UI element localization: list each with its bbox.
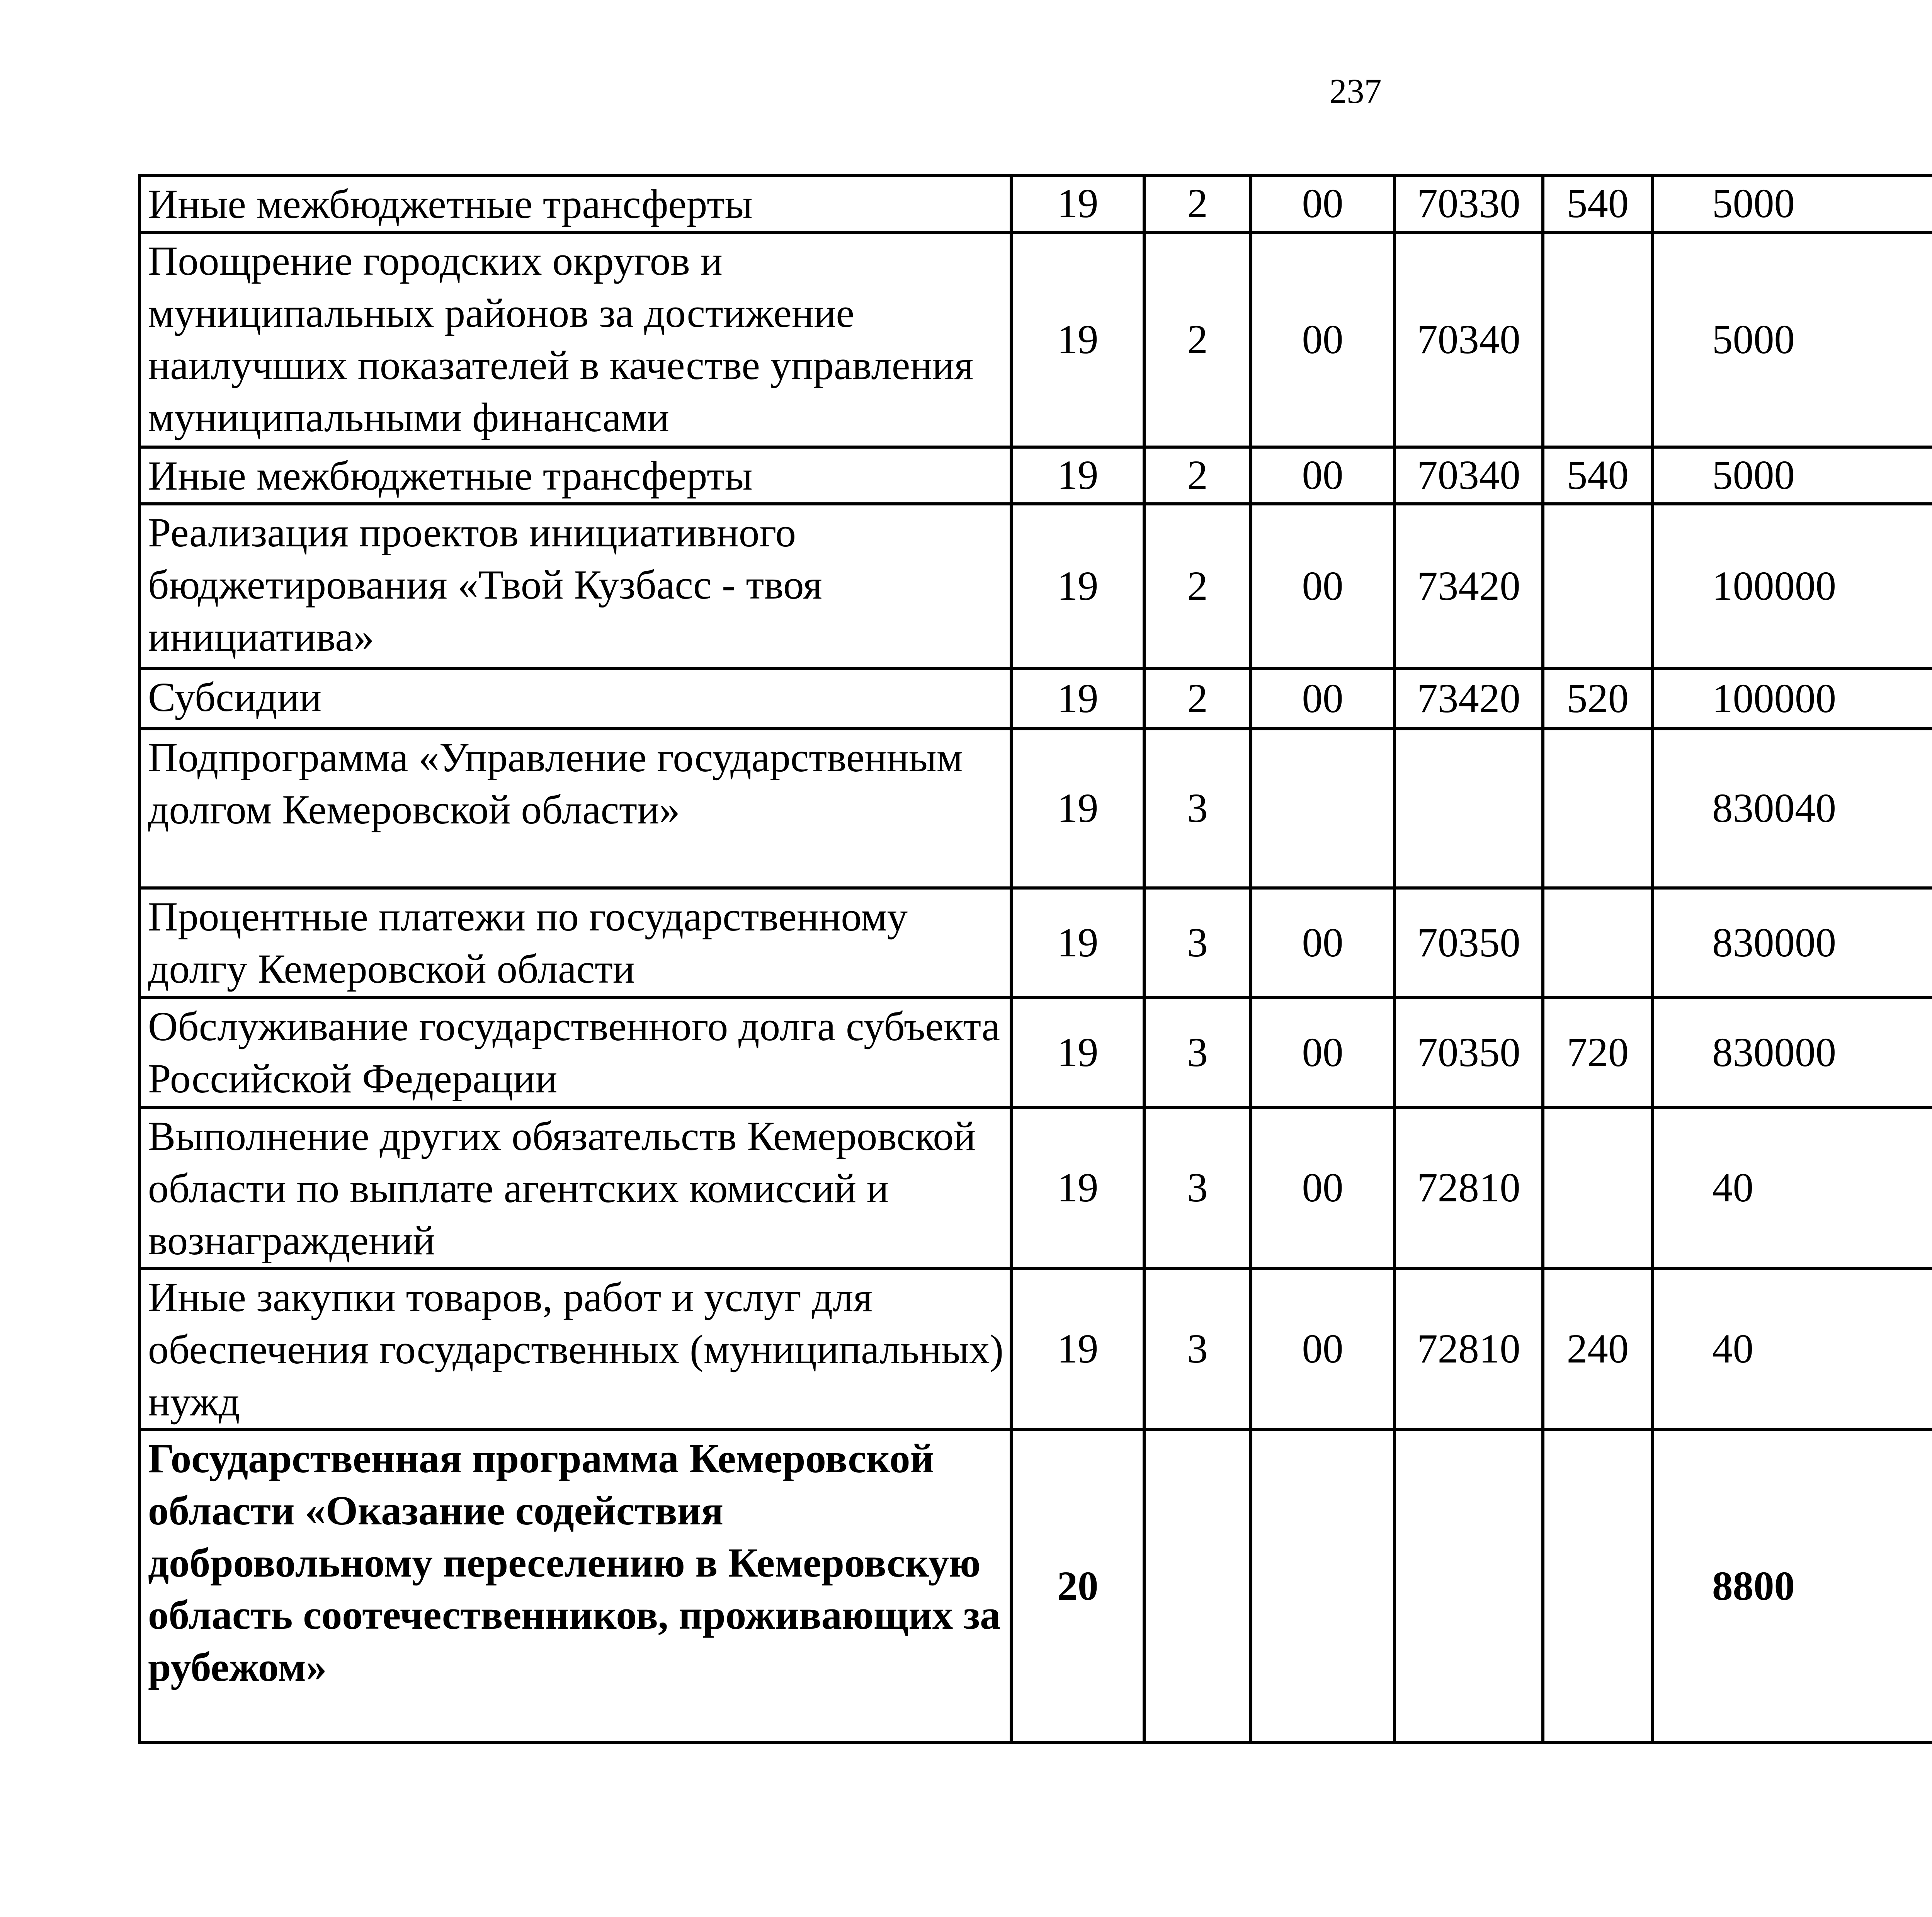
row-name: Подпрограмма «Управление государственным долгом Кемеровской области» <box>139 729 1011 888</box>
cell-code-3: 00 <box>1251 888 1395 998</box>
cell-code-1: 19 <box>1011 729 1144 888</box>
cell-code-4: 70340 <box>1395 447 1543 504</box>
cell-code-2 <box>1144 1430 1251 1743</box>
cell-amount-1: 40 <box>1653 1107 1932 1269</box>
table-row <box>139 1107 1932 1269</box>
cell-amount-1: 830040 <box>1653 729 1932 888</box>
row-name: Обслуживание государственного долга субъекта Российской Федерации <box>139 998 1011 1107</box>
cell-code-1: 19 <box>1011 998 1144 1107</box>
cell-code-4: 72810 <box>1395 1269 1543 1430</box>
cell-code-5: 540 <box>1543 447 1653 504</box>
table-row <box>139 998 1932 1107</box>
cell-code-3: 00 <box>1251 668 1395 729</box>
cell-code-1: 19 <box>1011 1107 1144 1269</box>
cell-code-5: 720 <box>1543 998 1653 1107</box>
table-row <box>139 888 1932 998</box>
cell-code-1: 19 <box>1011 504 1144 668</box>
cell-code-3: 00 <box>1251 1269 1395 1430</box>
cell-code-2: 2 <box>1144 232 1251 447</box>
row-name: Выполнение других обязательств Кемеровской области по выплате агентских комиссий и вознаграждений <box>139 1107 1011 1269</box>
cell-code-2: 2 <box>1144 447 1251 504</box>
table-row <box>139 1269 1932 1430</box>
cell-code-5 <box>1543 888 1653 998</box>
cell-code-2: 3 <box>1144 888 1251 998</box>
cell-code-1: 19 <box>1011 888 1144 998</box>
cell-amount-1: 5000 <box>1653 232 1932 447</box>
cell-code-1: 19 <box>1011 232 1144 447</box>
cell-code-5 <box>1543 232 1653 447</box>
cell-code-5: 540 <box>1543 175 1653 232</box>
cell-code-2: 3 <box>1144 998 1251 1107</box>
table-row <box>139 232 1932 447</box>
cell-code-4: 70350 <box>1395 888 1543 998</box>
cell-amount-1: 100000 <box>1653 668 1932 729</box>
row-name: Иные межбюджетные трансферты <box>139 175 1011 232</box>
row-name: Государственная программа Кемеровской области «Оказание содействия добровольному переселению в Кемеровскую область соотечественников, проживающих за рубежом» <box>139 1430 1011 1743</box>
cell-code-4: 73420 <box>1395 668 1543 729</box>
cell-code-3: 00 <box>1251 232 1395 447</box>
cell-code-4: 70340 <box>1395 232 1543 447</box>
cell-code-3: 00 <box>1251 1107 1395 1269</box>
cell-code-4 <box>1395 1430 1543 1743</box>
cell-code-4: 72810 <box>1395 1107 1543 1269</box>
cell-code-2: 3 <box>1144 729 1251 888</box>
row-name: Субсидии <box>139 668 1011 729</box>
cell-code-2: 3 <box>1144 1107 1251 1269</box>
cell-code-1: 19 <box>1011 668 1144 729</box>
cell-amount-1: 830000 <box>1653 888 1932 998</box>
table-row <box>139 1430 1932 1743</box>
cell-code-5: 240 <box>1543 1269 1653 1430</box>
cell-code-3: 00 <box>1251 175 1395 232</box>
cell-amount-1: 100000 <box>1653 504 1932 668</box>
cell-amount-1: 830000 <box>1653 998 1932 1107</box>
cell-code-3 <box>1251 729 1395 888</box>
row-name: Процентные платежи по государственному долгу Кемеровской области <box>139 888 1011 998</box>
cell-code-1: 20 <box>1011 1430 1144 1743</box>
cell-code-4: 70350 <box>1395 998 1543 1107</box>
cell-code-1: 19 <box>1011 1269 1144 1430</box>
row-name: Поощрение городских округов и муниципальных районов за достижение наилучших показателей в качестве управления муниципальными финансами <box>139 232 1011 447</box>
cell-code-1: 19 <box>1011 175 1144 232</box>
cell-code-5 <box>1543 1107 1653 1269</box>
cell-code-3 <box>1251 1430 1395 1743</box>
page-number: 237 <box>1329 72 1382 111</box>
cell-code-2: 2 <box>1144 668 1251 729</box>
budget-table <box>138 174 1932 1744</box>
cell-code-2: 3 <box>1144 1269 1251 1430</box>
row-name: Иные закупки товаров, работ и услуг для обеспечения государственных (муниципальных) нужд <box>139 1269 1011 1430</box>
row-name: Реализация проектов инициативного бюджетирования «Твой Кузбасс - твоя инициатива» <box>139 504 1011 668</box>
table-row <box>139 447 1932 504</box>
cell-code-3: 00 <box>1251 447 1395 504</box>
cell-code-5 <box>1543 504 1653 668</box>
table-row <box>139 175 1932 232</box>
cell-code-5 <box>1543 729 1653 888</box>
cell-code-4: 70330 <box>1395 175 1543 232</box>
cell-code-2: 2 <box>1144 504 1251 668</box>
cell-code-3: 00 <box>1251 504 1395 668</box>
cell-code-5: 520 <box>1543 668 1653 729</box>
cell-amount-1: 5000 <box>1653 175 1932 232</box>
cell-code-1: 19 <box>1011 447 1144 504</box>
cell-code-4: 73420 <box>1395 504 1543 668</box>
cell-amount-1: 8800 <box>1653 1430 1932 1743</box>
table-row <box>139 504 1932 668</box>
cell-amount-1: 40 <box>1653 1269 1932 1430</box>
cell-amount-1: 5000 <box>1653 447 1932 504</box>
row-name: Иные межбюджетные трансферты <box>139 447 1011 504</box>
cell-code-5 <box>1543 1430 1653 1743</box>
table-row <box>139 729 1932 888</box>
cell-code-4 <box>1395 729 1543 888</box>
cell-code-3: 00 <box>1251 998 1395 1107</box>
table-row <box>139 668 1932 729</box>
cell-code-2: 2 <box>1144 175 1251 232</box>
